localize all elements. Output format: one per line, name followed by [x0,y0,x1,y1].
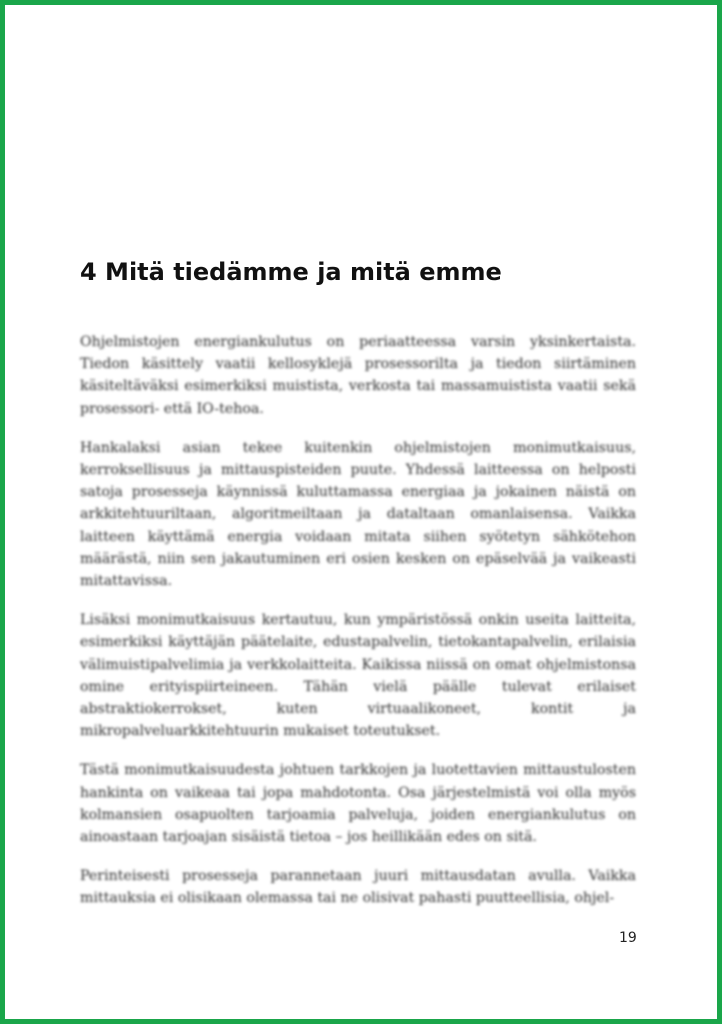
chapter-title: 4 Mitä tiedämme ja mitä emme [80,258,502,286]
page-number: 19 [619,930,637,946]
paragraph-4: Tästä monimutkaisuudesta johtuen tarkkojen ja luotettavien mittaustulosten hankinta on vaikeaa tai jopa mahdotonta. Osa järjestelmistä voi olla myös kolmansien osapuolten tarjoamia palveluja, joiden energiankulutus on ainoastaan tarjoajan sisäistä tietoa – jos heillikään edes on sitä. [80,762,636,846]
paragraph-2: Hankalaksi asian tekee kuitenkin ohjelmistojen monimutkaisuus, kerroksellisuus ja mittauspisteiden puute. Yhdessä laitteessa on helposti satoja prosesseja käynnissä kuluttamassa energiaa ja jokainen näistä on arkkitehtuuriltaan, algoritmeiltaan ja dataltaan omanlaisensa. Vaikka laitteen käyttämä energia voidaan mitata siihen syötetyn sähkötehon määrästä, niin sen jakautuminen eri osien kesken on epäselvää ja vaikeasti mitattavissa. [80,439,636,590]
body-text [80,331,636,927]
paragraph-3: Lisäksi monimutkaisuus kertautuu, kun ympäristössä onkin useita laitteita, esimerkiksi käyttäjän päätelaite, edustapalvelin, tietokantapalvelin, erilaisia välimuistipalvelimia ja verkkolaitteita. Kaikissa niissä on omat ohjelmistonsa omine erityispiirteineen. Tähän vielä päälle tulevat erilaiset abstraktiokerrokset, kuten virtuaalikoneet, kontit ja mikropalveluarkkitehtuurin mukaiset toteutukset. [80,612,636,740]
paragraph-5: Perinteisesti prosesseja parannetaan juuri mittausdatan avulla. Vaikka mittauksia ei olisikaan olemassa tai ne olisivat pahasti puutteellisia, ohjel- [80,868,636,907]
paragraph-1: Ohjelmistojen energiankulutus on periaatteessa varsin yksinkertaista. Tiedon käsittely vaatii kellosyklejä prosessorilta ja tiedon siirtäminen käsiteltäväksi esimerkiksi muistista, verkosta tai massamuistista vaatii sekä prosessori- että IO-tehoa. [80,334,636,417]
